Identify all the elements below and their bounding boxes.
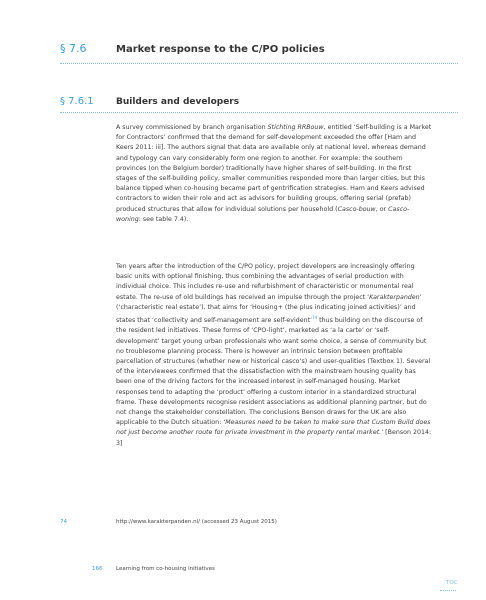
p1-text-b: , entitled ‘Self-building is a Market for Contractors’ confirmed that the demand for self-development exceeded the offer [Ham and Keers 2011: iii]. The authors signal that data are available only at national level, whereas demand and typology can vary considerably form one region to another. For example: the southern provinces (on the Belgium border) traditionally have higher shares of self-building. In the first stages of the self-building policy, smaller communities responded more than larger cities, but this balance tipped when co-housing became part of gentrification strategies. Ham and Keers advised contractors to widen their role and act as advisors for building groups, offering serial (prefab) produced structures that allow for individual solutions per household ( (116, 124, 432, 213)
running-footer-title: Learning from co-housing initiatives (116, 566, 215, 572)
p2-italic-quote: ‘Measures need to be taken to make sure that Custom Build does not just become another route for private investment in the property rental market.’ (116, 419, 431, 437)
footnote-text[interactable]: http://www.karakterpanden.nl/ (accessed 23 August 2015) (116, 519, 277, 525)
paragraph-1 (116, 123, 432, 225)
section-divider (60, 63, 458, 64)
toc-underline (440, 590, 456, 591)
section-title: Market response to the C/PO policies (116, 44, 325, 55)
subsection-heading (60, 96, 458, 107)
subsection-divider (60, 112, 458, 113)
p2-text-a: Ten years after the introduction of the C/PO policy, project developers are increasingly offering basic units with optional finishing, thus combining the advantages of serial production with individual choice. This includes re-use and refurbishment of characteristic or monumental real estate. The re-use of old buildings has received an impulse through the project ‘ (116, 263, 415, 301)
section-number: § 7.6 (60, 42, 87, 55)
section-heading (60, 42, 458, 55)
p1-italic-organisation: Stichting RRBouw (267, 124, 324, 131)
p1-italic-casco-bouw: Casco-bouw (337, 205, 376, 213)
p1-italic-casco-woning: Casco-woning (116, 205, 410, 223)
toc-link[interactable]: TOC (446, 580, 458, 586)
page-number: 166 (92, 566, 103, 572)
paragraph-2 (116, 262, 432, 449)
p2-text-c: thus building on the discourse of the resident led initiatives. These forms of ‘CPO-light’, marketed as ‘a la carte’ or ‘self-development’ target young urban professionals who want some choice, a sense of community but no troublesome planning process. There is however an intrinsic tension between profitable parcellation of structures (whether new or historical casco’s) and user-qualities (Textbox 1). Several of the interviewees confirmed that the dissatisfaction with the mainstream housing quality has been one of the driving factors for the increased interest in self-managed housing. Market responses tend to adapting the ‘product’ offering a custom interior in a standardized structural frame. These developments recognise resident associations as additional planning partner, but do not change the stakeholder constellation. The conclusions Benson draws for the UK are also applicable to the Dutch situation: (116, 317, 431, 427)
p1-text-c: , or (375, 205, 389, 213)
footnote-number: 74 (60, 519, 67, 525)
p2-text-d: [Benson 2014: 3] (116, 429, 432, 447)
subsection-number: § 7.6.1 (60, 96, 94, 107)
p1-text-d: : see table 7.4). (138, 215, 189, 223)
p2-text-b: ’ (‘characteristic real estate’), that aims for ‘Housing+ (the plus indicating joined activities)’ and states that ‘collectivity and self-management are self-evident’ (116, 293, 422, 325)
footnote-reference[interactable]: 74 (312, 315, 318, 321)
p2-italic-karakterpanden: Karakterpanden (369, 293, 420, 301)
subsection-title: Builders and developers (116, 97, 240, 107)
p1-text-a: A survey commissioned by branch organisation (116, 124, 268, 131)
